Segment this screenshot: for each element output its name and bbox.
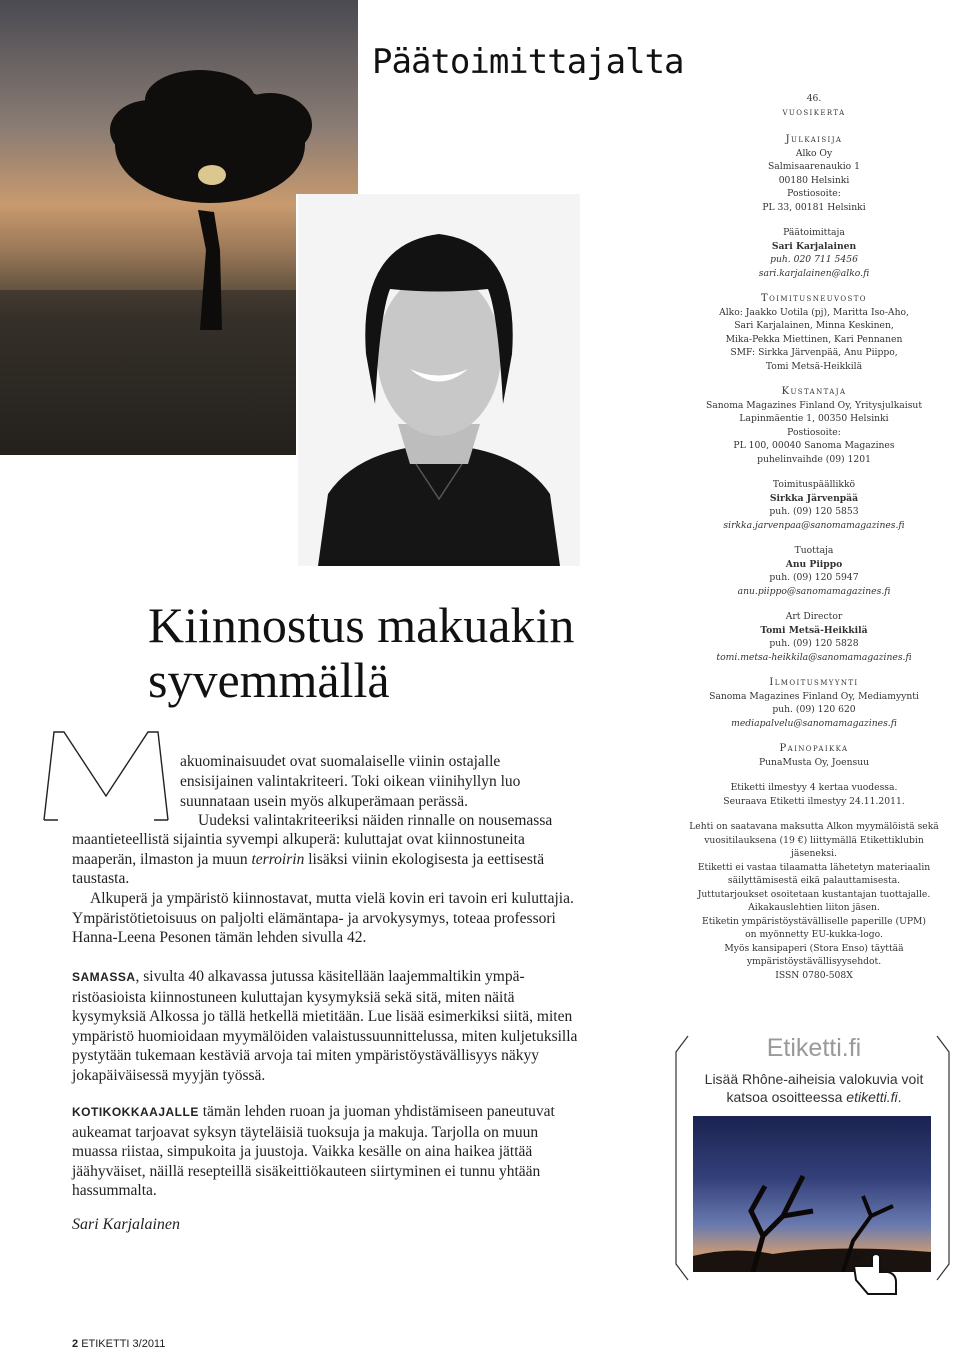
notes-line: Lehti on saatavana maksutta Alkon myymälöistä sekä [689,821,939,832]
publisher-heading: Julkaisija [785,134,843,145]
promo-link[interactable]: etiketti.fi [846,1089,898,1105]
promo-text-line-1: Lisää Rhône-aiheisia valokuvia voit [704,1071,924,1087]
headline-line-2: syvemmällä [148,652,390,708]
pub-block [686,385,942,466]
publication-name: ETIKETTI 3/2011 [81,1338,166,1350]
contact-role: Art Director [785,611,843,622]
promo-text-line-2 [696,1088,932,1106]
contact-block [686,478,942,532]
page-number: 2 [72,1338,79,1350]
schedule-line: Seuraava Etiketti ilmestyy 24.11.2011. [723,795,905,807]
board-line: SMF: Sirkka Järvenpää, Anu Piippo, [730,347,898,358]
board-line: Tomi Metsä-Heikkilä [765,360,863,372]
board-line: Alko: Jaakko Uotila (pj), Maritta Iso-Aho, [719,306,909,318]
promo-title[interactable]: Etiketti.fi [766,1034,862,1062]
ads-line: puh. (09) 120 620 [772,704,856,715]
pub-line: Sanoma Magazines Finland Oy, Yritysjulkaisut [705,399,923,411]
editor-block [686,226,942,280]
publisher-block [686,133,942,214]
schedule-line: Etiketti ilmestyy 4 kertaa vuodessa. [730,782,898,793]
contact-name: Sirkka Järvenpää [769,492,859,504]
headline-line-1: Kiinnostus makuakin [148,597,575,653]
ads-email[interactable]: mediapalvelu@sanomamagazines.fi [731,717,897,729]
publisher-line: Salmisaarenaukio 1 [768,161,860,172]
body-paragraph-1 [72,830,580,889]
promo-text-end: . [897,1089,902,1105]
notes-line: säilyttämisestä eikä palauttamisesta. [727,875,901,886]
body-paragraph-4 [72,1102,580,1201]
pub-line: Postiosoite: [787,426,841,438]
schedule-block [686,781,942,808]
promo-bracket-right [935,1034,951,1282]
terroir-term: terroirin [251,850,305,868]
headline [148,598,608,708]
editor-portrait-photo [296,194,580,566]
pub-line: PL 100, 00040 Sanoma Magazines [733,440,895,451]
board-heading: Toimitusneuvosto [761,293,867,304]
kicker-samassa: SAMASSA [72,970,136,984]
dropcap-m [40,726,172,822]
ads-line: Sanoma Magazines Finland Oy, Mediamyynti [709,690,919,702]
kicker-kotikokkaajalle: KOTIKOKKAAJALLE [72,1105,199,1119]
lead-line-1: akuominaisuudet ovat suomalaiselle viinin ostajalle [180,753,501,770]
publisher-line: 00180 Helsinki [778,174,850,186]
contact-email[interactable]: sirkka.jarvenpaa@sanomamagazines.fi [723,519,905,531]
contact-block [686,544,942,598]
board-line: Sari Karjalainen, Minna Keskinen, [734,320,894,331]
body-paragraph-3 [72,967,580,1085]
body-paragraph-1-text: maantieteellistä sijaintia syvempi alkuperä: kuluttajat ovat kiinnostuneita maaperän, ilmaston ja muun [72,831,525,868]
vineyard-night-photo [693,1116,931,1272]
ads-heading: Ilmoitusmyynti [769,677,859,688]
body-paragraph-1-end: lisäksi viinin ekologisesta ja eettisestä taustasta. [72,850,545,887]
contact-phone: puh. (09) 120 5947 [769,572,859,583]
pub-heading: Kustantaja [781,386,847,397]
notes-line: on myönnetty EU-kukka-logo. [745,929,883,940]
pub-line: puhelinvaihde (09) 1201 [757,453,871,465]
publisher-line: Alko Oy [795,147,833,159]
signature: Sari Karjalainen [72,1216,181,1233]
body-paragraph-3-text: , sivulta 40 alkavassa jutussa käsitellään laajemmaltikin ympäristöasioista kiinnostuneen kuluttajan kysymyksiä sekä sitä, miten näitä kysymyksiä Alkossa jo tällä hetkellä mietitään. Lue lisää esimerkiksi siitä, miten ympäristö huomioidaan myymälöiden valaistussuunnittelussa, miten kuljetuksilla pystytään tukemaan kestäviä arvoja tai miten ympäristöystävällisyys näkyy jokapäiväisessä myyjän työssä. [72,968,578,1084]
contact-role: Toimituspäällikkö [772,479,856,490]
board-block [686,292,942,373]
editor-email[interactable]: sari.karjalainen@alko.fi [758,267,870,279]
editor-role: Päätoimittaja [783,227,845,238]
notes-line: Etiketin ympäristöystävälliselle paperille (UPM) [701,915,927,927]
lead-line-3: suunnataan usein myös alkuperämaan perässä. [180,793,468,810]
notes-line: Aikakauslehtien liiton jäsen. [748,902,880,913]
pub-line: Lapinmäentie 1, 00350 Helsinki [739,413,889,424]
notes-block [686,820,942,982]
print-block [686,742,942,769]
contact-name: Tomi Metsä-Heikkilä [760,624,868,636]
notes-line: Myös kansipaperi (Stora Enso) täyttää [724,942,904,954]
edition-number: 46. [806,93,822,104]
page-footer [72,1338,165,1350]
contact-name: Anu Piippo [785,558,843,570]
contact-email[interactable]: anu.piippo@sanomamagazines.fi [737,585,891,597]
edition-block [686,92,942,119]
lead-line-2: ensisijainen valintakriteeri. Toki oikean viinihyllyn luo [180,773,521,790]
issn-line: ISSN 0780-508X [775,969,853,981]
editor-phone: puh. 020 711 5456 [770,254,858,265]
ads-block [686,676,942,730]
edition-label: vuosikerta [782,106,846,118]
contact-role: Tuottaja [794,545,834,556]
promo-bracket-left [674,1034,690,1282]
promo-text-pre: katsoa osoitteessa [726,1089,847,1105]
contact-email[interactable]: tomi.metsa-heikkila@sanomamagazines.fi [716,651,912,663]
lead-line-4: Uudeksi valintakriteeriksi näiden rinnalle on nousemassa [198,812,553,829]
notes-line: vuositilauksena (19 €) liittymällä Etikettiklubin jäseneksi. [704,834,924,859]
editor-name: Sari Karjalainen [771,240,857,252]
notes-line: Etiketti ei vastaa tilaamatta lähetetyn materiaalin [697,861,931,873]
print-line: PunaMusta Oy, Joensuu [758,756,870,768]
body-paragraph-2: Alkuperä ja ympäristö kiinnostavat, mutta vielä kovin eri tavoin eri kuluttajia. Ympäristötietoisuus on paljolti elämäntapa- ja arvokysymys, toteaa professori Hanna-Leena Pesonen tämän lehden sivulla 42. [72,890,574,946]
promo-text [696,1070,932,1106]
board-line: Mika-Pekka Miettinen, Kari Pennanen [725,333,903,345]
contact-phone: puh. (09) 120 5853 [769,506,859,517]
masthead [686,92,942,994]
print-heading: Painopaikka [779,743,849,754]
section-title: Päätoimittajalta [372,42,684,82]
contact-block [686,610,942,664]
publisher-line: Postiosoite: [787,188,841,199]
notes-line: Juttutarjoukset osoitetaan kustantajan tuottajalle. [697,888,931,900]
contact-phone: puh. (09) 120 5828 [769,638,859,649]
hand-cursor-icon [848,1250,904,1300]
body-paragraph-4-text: tämän lehden ruoan ja juoman yhdistämiseen paneutuvat aukeamat tarjoavat syksyn täyteläisiä tuoksuja ja makuja. Tarjolla on muun muassa riistaa, simpukoita ja juustoja. Vaikka kesälle on aina haikea jättää jäähyväiset, näillä resepteillä sisäkeittiökauteen siirtyminen ei tunnu yhtään hassummalta. [72,1103,555,1199]
notes-line: ympäristöystävällisyysehdot. [746,956,882,967]
publisher-line: PL 33, 00181 Helsinki [762,201,866,213]
